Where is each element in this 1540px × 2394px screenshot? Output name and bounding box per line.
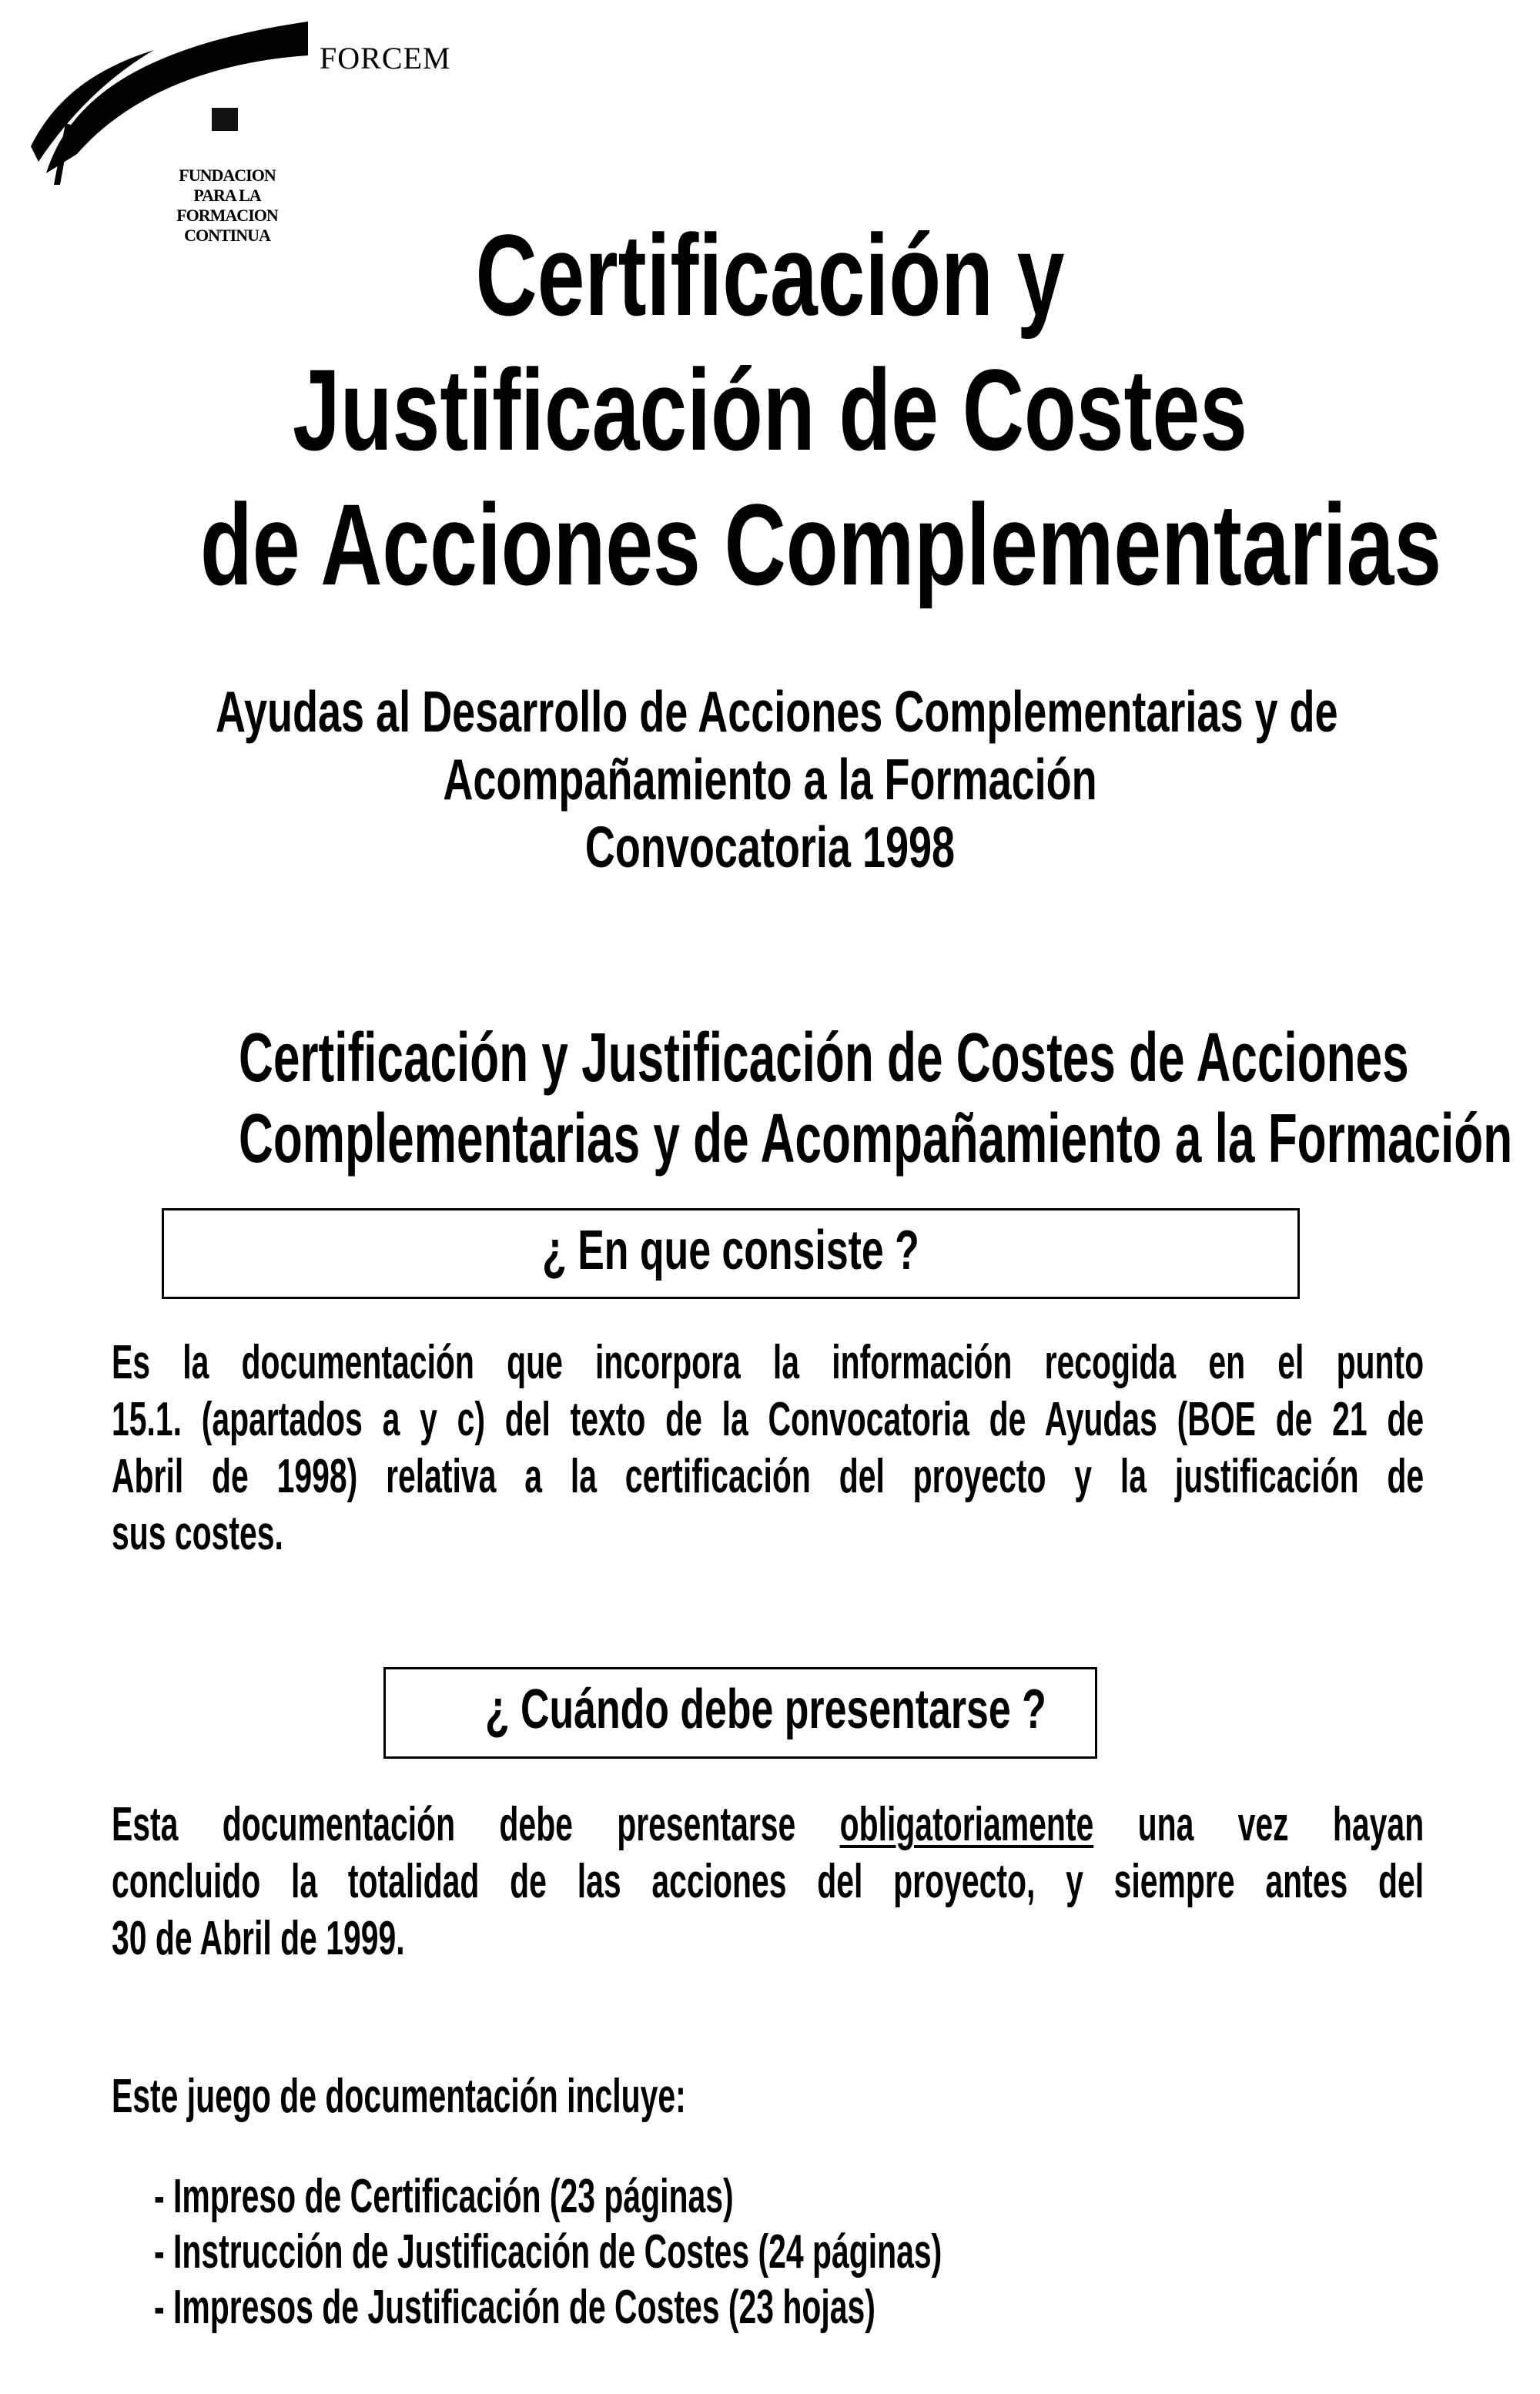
- document-title: [0, 208, 1540, 612]
- logo-emblem-icon: [212, 108, 238, 131]
- title-line: Justificación de Costes: [293, 345, 1247, 474]
- question-box-what: [162, 1208, 1300, 1299]
- list-item: - Impresos de Justificación de Costes (23 hojas): [154, 2281, 875, 2334]
- includes-list: [154, 2169, 1348, 2335]
- list-item: - Instrucción de Justificación de Costes (24 páginas): [154, 2225, 942, 2278]
- title-line: de Acciones Complementarias: [200, 480, 1442, 609]
- logo-brand-text: FORCEM: [320, 41, 451, 75]
- logo-foundation-line: FORMACION: [176, 206, 278, 225]
- paragraph-line: sus costes.: [112, 1507, 283, 1560]
- logo-foundation-line: FUNDACION: [179, 166, 276, 185]
- paragraph-line: 15.1. (apartados a y c) del texto de la Convocatoria de Ayudas (BOE de 21 de: [112, 1393, 1424, 1446]
- paragraph-line: Es la documentación que incorpora la información recogida en el punto: [112, 1336, 1424, 1389]
- list-item: - Impreso de Certificación (23 páginas): [154, 2170, 734, 2223]
- section-heading: [0, 1018, 1540, 1180]
- paragraph-line: [112, 1796, 1424, 1853]
- question-what: ¿ En que consiste ?: [542, 1220, 919, 1281]
- question-box-when: [383, 1667, 1097, 1759]
- paragraph-text: Esta documentación debe presentarse: [112, 1798, 796, 1851]
- question-when: ¿ Cuándo debe presentarse ?: [484, 1679, 1046, 1740]
- paragraph-when: [112, 1796, 1428, 1967]
- emphasis-text: obligatoriamente: [839, 1798, 1094, 1851]
- paragraph-text: una vez hayan: [1137, 1798, 1424, 1851]
- paragraph-line: Abril de 1998) relativa a la certificación del proyecto y la justificación de: [112, 1450, 1424, 1503]
- swoosh-logo-mark: [23, 8, 316, 185]
- subtitle-line: Ayudas al Desarrollo de Acciones Complementarias y de: [216, 679, 1338, 744]
- document-subtitle: [0, 678, 1540, 881]
- paragraph-line: concluido la totalidad de las acciones del proyecto, y siempre antes del: [112, 1855, 1424, 1908]
- title-line: Certificación y: [475, 210, 1065, 340]
- subtitle-line: Acompañamiento a la Formación: [443, 747, 1097, 812]
- section-heading-line: Certificación y Justificación de Costes de Acciones: [239, 1020, 1409, 1097]
- paragraph-what: [112, 1334, 1428, 1562]
- includes-label: Este juego de documentación incluye:: [112, 2070, 686, 2123]
- section-heading-line: Complementarias y de Acompañamiento a la Formación: [239, 1100, 1513, 1177]
- subtitle-line: Convocatoria 1998: [584, 815, 956, 879]
- logo-foundation-line: PARA LA: [193, 186, 261, 205]
- paragraph-line: 30 de Abril de 1999.: [112, 1912, 405, 1965]
- logo-foundation-line: CONTINUA: [184, 226, 270, 245]
